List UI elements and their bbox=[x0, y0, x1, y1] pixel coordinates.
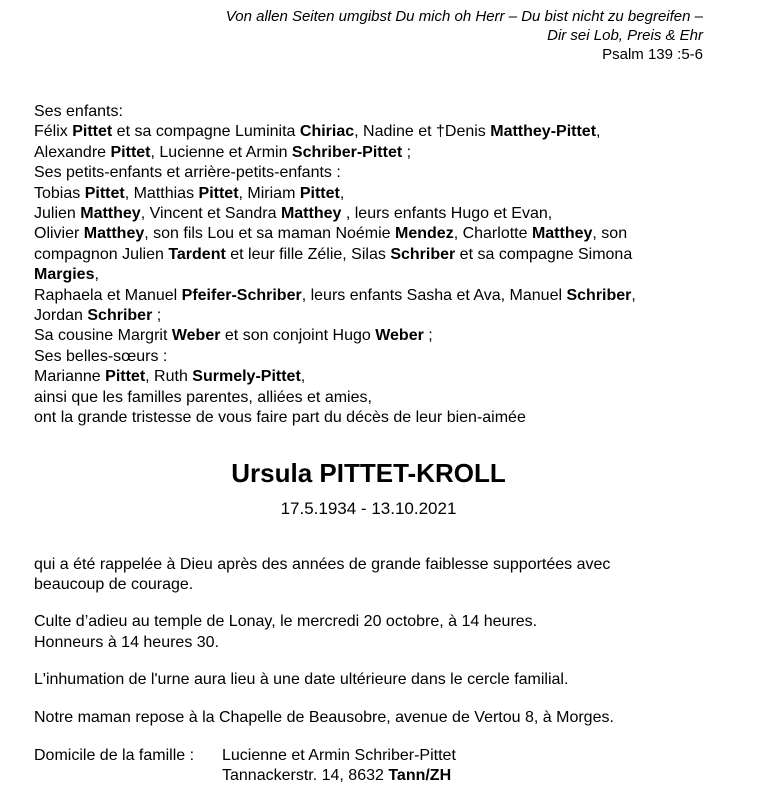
family-text: , bbox=[339, 184, 345, 202]
family-surname: Weber bbox=[171, 327, 221, 345]
family-line bbox=[34, 122, 703, 142]
family-surname: Tardent bbox=[168, 245, 226, 263]
family-line bbox=[34, 326, 703, 346]
family-surname: Schriber-Pittet bbox=[291, 143, 403, 161]
announcement-paragraph bbox=[34, 708, 703, 728]
announcement-paragraph bbox=[34, 555, 703, 596]
paragraph-line: Culte d’adieu au temple de Lonay, le mercredi 20 octobre, à 14 heures. bbox=[34, 613, 538, 631]
family-surname: Pittet bbox=[72, 123, 113, 141]
family-surname: Schriber bbox=[390, 245, 456, 263]
family-line bbox=[34, 204, 703, 224]
family-text: , bbox=[300, 368, 306, 386]
family-text: Sa cousine Margrit bbox=[34, 327, 172, 345]
domicile-label: Domicile de la famille : bbox=[34, 746, 195, 764]
paragraph-line: qui a été rappelée à Dieu après des années de grande faiblesse supportées avec bbox=[34, 555, 611, 573]
family-text: Ses petits-enfants et arrière-petits-enfants : bbox=[34, 164, 341, 182]
family-surname: Matthey bbox=[531, 225, 593, 243]
family-line bbox=[34, 184, 703, 204]
family-surname: Pittet bbox=[299, 184, 340, 202]
family-text: , leurs enfants Hugo et Evan, bbox=[341, 205, 553, 223]
family-surname: Pittet bbox=[198, 184, 239, 202]
family-text: Ses enfants: bbox=[34, 103, 123, 120]
family-text: compagnon Julien bbox=[34, 245, 169, 263]
paragraph-line: Notre maman repose à la Chapelle de Beausobre, avenue de Vertou 8, à Morges. bbox=[34, 708, 614, 726]
family-line bbox=[34, 265, 703, 285]
family-text: ont la grande tristesse de vous faire part du décès de leur bien-aimée bbox=[34, 409, 526, 427]
epigraph-line-1: Von allen Seiten umgibst Du mich oh Herr – Du bist nicht zu begreifen – bbox=[225, 8, 703, 25]
epigraph-line-2: Dir sei Lob, Preis & Ehr bbox=[547, 27, 703, 44]
family-text: , bbox=[631, 286, 636, 304]
family-text: , Nadine et †Denis bbox=[354, 123, 491, 141]
family-text: , Lucienne et Armin bbox=[150, 143, 292, 161]
family-surname: Margies bbox=[34, 266, 95, 284]
domicile-block bbox=[34, 746, 703, 787]
family-text: et sa compagne Luminita bbox=[112, 123, 300, 141]
family-surname: Schriber bbox=[87, 307, 153, 325]
family-text: ainsi que les familles parentes, alliées et amies, bbox=[34, 388, 372, 406]
family-surname: Matthey-Pittet bbox=[490, 123, 597, 141]
family-text: , son bbox=[592, 225, 628, 243]
family-text: et son conjoint Hugo bbox=[220, 327, 376, 345]
family-text: , son fils Lou et sa maman Noémie bbox=[144, 225, 396, 243]
family-surname: Pfeifer-Schriber bbox=[181, 286, 302, 304]
family-line bbox=[34, 306, 703, 326]
family-text: Julien bbox=[34, 205, 81, 223]
announcement-paragraphs bbox=[34, 555, 703, 728]
psalm-reference: Psalm 139 :5-6 bbox=[602, 46, 703, 63]
announcement-paragraph bbox=[34, 670, 703, 690]
family-line bbox=[34, 347, 703, 367]
family-text: Raphaela et Manuel bbox=[34, 286, 182, 304]
family-line bbox=[34, 286, 703, 306]
family-surname: Chiriac bbox=[299, 123, 355, 141]
domicile-town: Tann/ZH bbox=[388, 767, 452, 785]
family-line bbox=[34, 102, 703, 122]
family-text: Ses belles-sœurs : bbox=[34, 347, 168, 365]
family-text: , bbox=[94, 266, 99, 284]
family-text: et leur fille Zélie, Silas bbox=[225, 245, 391, 263]
epigraph bbox=[34, 7, 703, 64]
family-list bbox=[34, 102, 703, 429]
family-surname: Matthey bbox=[83, 225, 145, 243]
family-line bbox=[34, 163, 703, 183]
family-text: , bbox=[596, 123, 601, 141]
paragraph-line: L'inhumation de l'urne aura lieu à une date ultérieure dans le cercle familial. bbox=[34, 671, 569, 689]
family-text: Tobias bbox=[34, 184, 85, 202]
family-surname: Pittet bbox=[105, 368, 146, 386]
deceased-name: Ursula PITTET-KROLL bbox=[231, 457, 506, 488]
family-text: , Miriam bbox=[238, 184, 300, 202]
domicile-address-line-1: Lucienne et Armin Schriber-Pittet bbox=[222, 746, 456, 764]
family-surname: Matthey bbox=[280, 205, 342, 223]
family-line bbox=[34, 388, 703, 408]
family-text: ; bbox=[152, 307, 162, 325]
domicile-street: Tannackerstr. 14, 8632 bbox=[222, 767, 389, 785]
family-text: , Matthias bbox=[124, 184, 199, 202]
family-line bbox=[34, 367, 703, 387]
family-text: ; bbox=[402, 143, 412, 161]
family-surname: Weber bbox=[375, 327, 424, 345]
family-surname: Surmely-Pittet bbox=[192, 368, 301, 386]
family-surname: Mendez bbox=[395, 225, 454, 243]
family-line bbox=[34, 408, 703, 428]
family-surname: Pittet bbox=[84, 184, 125, 202]
family-text: Alexandre bbox=[34, 143, 111, 161]
family-text: Félix bbox=[34, 123, 73, 141]
family-surname: Matthey bbox=[80, 205, 141, 223]
family-text: Olivier bbox=[34, 225, 84, 243]
family-text: Marianne bbox=[34, 368, 106, 386]
family-text: , Vincent et Sandra bbox=[140, 205, 281, 223]
family-text: Jordan bbox=[34, 307, 88, 325]
announcement-paragraph bbox=[34, 612, 703, 653]
paragraph-line: Honneurs à 14 heures 30. bbox=[34, 633, 220, 651]
family-surname: Schriber bbox=[566, 286, 632, 304]
family-text: , leurs enfants Sasha et Ava, Manuel bbox=[301, 286, 567, 304]
family-line bbox=[34, 143, 703, 163]
family-text: , Ruth bbox=[145, 368, 193, 386]
family-surname: Pittet bbox=[110, 143, 151, 161]
deceased-dates: 17.5.1934 - 13.10.2021 bbox=[280, 498, 457, 518]
domicile-address bbox=[222, 746, 456, 787]
domicile-address-line-2 bbox=[222, 766, 456, 786]
family-text: et sa compagne Simona bbox=[455, 245, 633, 263]
family-text: ; bbox=[423, 327, 433, 345]
paragraph-line: beaucoup de courage. bbox=[34, 575, 194, 593]
family-text: , Charlotte bbox=[453, 225, 532, 243]
family-line bbox=[34, 224, 703, 244]
family-line bbox=[34, 245, 703, 265]
